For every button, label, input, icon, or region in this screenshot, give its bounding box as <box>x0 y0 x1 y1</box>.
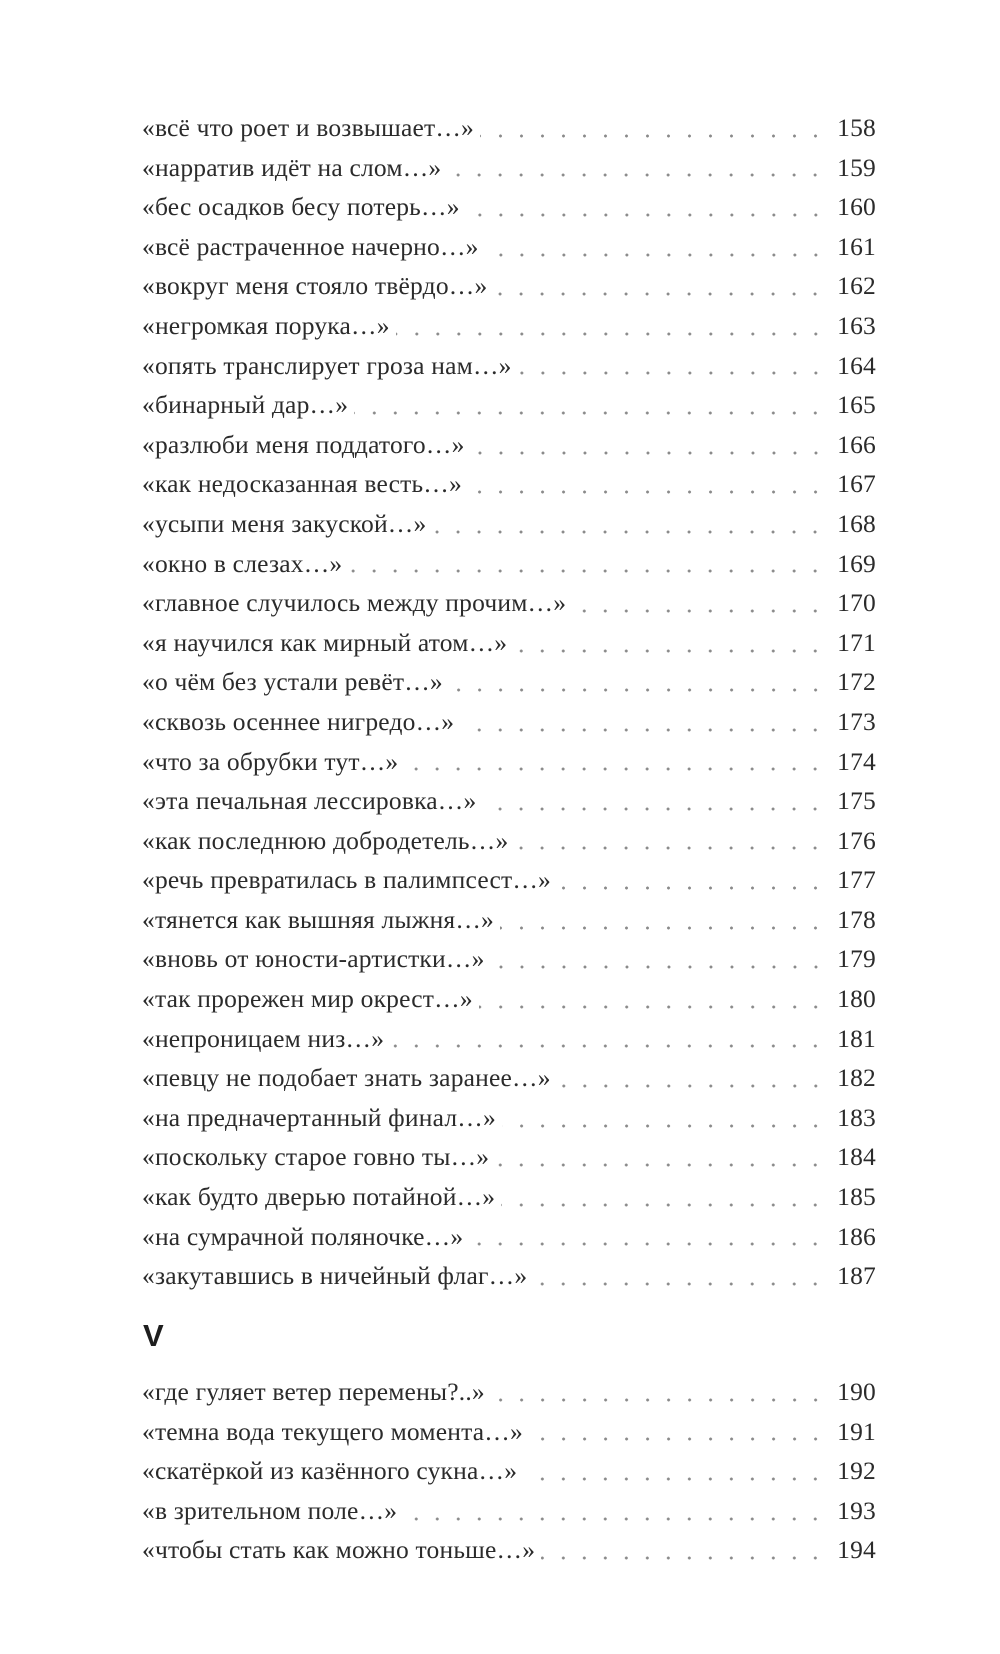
dot-leader <box>479 1005 826 1009</box>
toc-entry <box>142 1412 876 1452</box>
dot-leader <box>491 1398 826 1402</box>
toc-entry-title: «о чём без устали ревёт…» <box>142 667 443 697</box>
section-heading: V <box>143 1318 164 1353</box>
dot-leader <box>502 1124 826 1128</box>
toc-entry <box>142 464 876 504</box>
toc-entry-page-number: 183 <box>837 1102 876 1132</box>
toc-entry-page-number: 166 <box>837 429 876 459</box>
toc-entry-title: «вновь от юности-артистки…» <box>142 944 485 974</box>
toc-entry-title: «как недосказанная весть…» <box>142 469 462 499</box>
dot-leader <box>432 530 826 534</box>
toc-entry <box>142 187 876 227</box>
dot-leader <box>557 886 826 890</box>
toc-entry-title: «усыпи меня закуской…» <box>142 508 427 538</box>
dot-leader <box>501 1203 826 1207</box>
toc-entry-page-number: 162 <box>837 271 876 301</box>
toc-entry-page-number: 174 <box>837 746 876 776</box>
toc-entry-page-number: 169 <box>837 548 876 578</box>
dot-leader <box>485 253 826 257</box>
toc-entry-page-number: 170 <box>837 588 876 618</box>
dot-leader <box>469 1242 826 1246</box>
toc-entry-title: «опять транслирует гроза нам…» <box>142 350 512 380</box>
toc-entry-title: «вокруг меня стояло твёрдо…» <box>142 271 488 301</box>
dot-leader <box>482 807 826 811</box>
toc-entry <box>142 939 876 979</box>
toc-entry-page-number: 187 <box>837 1261 876 1291</box>
toc-entry-page-number: 180 <box>837 984 876 1014</box>
dot-leader <box>348 569 826 573</box>
toc-entry <box>142 108 876 148</box>
toc-entry-title: «негромкая порука…» <box>142 310 390 340</box>
toc-entry-title: «как будто дверью потайной…» <box>142 1182 496 1212</box>
dot-leader <box>403 1517 826 1521</box>
toc-entry-page-number: 167 <box>837 469 876 499</box>
dot-leader <box>495 1163 826 1167</box>
toc-entry-title: «закутавшись в ничейный флаг…» <box>142 1261 528 1291</box>
toc-entry-title: «скатёркой из казённого сукна…» <box>142 1456 518 1486</box>
dot-leader <box>480 134 826 138</box>
toc-entry <box>142 583 876 623</box>
toc-entry-title: «тянется как вышняя лыжня…» <box>142 904 495 934</box>
toc-entry-title: «нарратив идёт на слом…» <box>142 152 442 182</box>
toc-entry <box>142 900 876 940</box>
dot-leader <box>541 1556 826 1560</box>
toc-entry <box>142 1372 876 1412</box>
toc-entry-title: «чтобы стать как можно тоньше…» <box>142 1535 536 1565</box>
dot-leader <box>533 1282 826 1286</box>
toc-entry-title: «всё что роет и возвышает…» <box>142 113 475 142</box>
toc-entry-page-number: 191 <box>837 1416 876 1446</box>
toc-entry <box>142 821 876 861</box>
toc-entry-title: «бинарный дар…» <box>142 390 349 420</box>
dot-leader <box>514 846 826 850</box>
toc-entry <box>142 504 876 544</box>
dot-leader <box>523 1477 826 1481</box>
toc-entry-page-number: 193 <box>837 1495 876 1525</box>
toc-entry <box>142 1217 876 1257</box>
toc-entry-page-number: 165 <box>837 390 876 420</box>
toc-entry <box>142 623 876 663</box>
toc-entry-title: «поскольку старое говно ты…» <box>142 1142 490 1172</box>
toc-entry <box>142 860 876 900</box>
dot-leader <box>447 173 826 177</box>
toc-entry-page-number: 182 <box>837 1063 876 1093</box>
toc-entry <box>142 702 876 742</box>
toc-entry-page-number: 158 <box>837 113 876 142</box>
toc-entry <box>142 979 876 1019</box>
toc-entry-page-number: 173 <box>837 706 876 736</box>
dot-leader <box>518 371 826 375</box>
toc-entry <box>142 266 876 306</box>
toc-entry-title: «на сумрачной поляночке…» <box>142 1221 464 1251</box>
dot-leader <box>513 649 826 653</box>
dot-leader <box>468 490 826 494</box>
toc-entry-page-number: 159 <box>837 152 876 182</box>
toc-entry-page-number: 181 <box>837 1023 876 1053</box>
toc-entry-page-number: 192 <box>837 1456 876 1486</box>
toc-entry-page-number: 190 <box>837 1377 876 1406</box>
dot-leader <box>572 609 826 613</box>
toc-entry-title: «где гуляет ветер перемены?..» <box>142 1377 485 1406</box>
toc-entry <box>142 1019 876 1059</box>
toc-entry-page-number: 184 <box>837 1142 876 1172</box>
dot-leader <box>396 332 826 336</box>
toc-entry-page-number: 161 <box>837 231 876 261</box>
toc-entry-page-number: 177 <box>837 865 876 895</box>
dot-leader <box>390 1044 826 1048</box>
toc-entry-page-number: 186 <box>837 1221 876 1251</box>
toc-entry <box>142 1098 876 1138</box>
dot-leader <box>471 451 826 455</box>
toc-entry <box>142 544 876 584</box>
toc-entry <box>142 346 876 386</box>
dot-leader <box>404 767 826 771</box>
toc-entry-page-number: 194 <box>837 1535 876 1565</box>
toc-entry-title: «в зрительном поле…» <box>142 1495 398 1525</box>
toc-entry-page-number: 160 <box>837 192 876 222</box>
toc-entry-title: «речь превратилась в палимпсест…» <box>142 865 551 895</box>
toc-entry <box>142 1451 876 1491</box>
toc-entry-title: «сквозь осеннее нигредо…» <box>142 706 455 736</box>
toc-entry-page-number: 178 <box>837 904 876 934</box>
toc-entry <box>142 148 876 188</box>
dot-leader <box>491 965 826 969</box>
toc-entry-page-number: 163 <box>837 310 876 340</box>
toc-entry-title: «на предначертанный финал…» <box>142 1102 496 1132</box>
toc-entry-title: «что за обрубки тут…» <box>142 746 399 776</box>
toc-entry-title: «я научился как мирный атом…» <box>142 627 508 657</box>
toc-entry <box>142 306 876 346</box>
toc-entry <box>142 1256 876 1296</box>
toc-entry-page-number: 176 <box>837 825 876 855</box>
toc-entry <box>142 227 876 267</box>
toc-entry-title: «так прорежен мир окрест…» <box>142 984 473 1014</box>
dot-leader <box>449 688 826 692</box>
dot-leader <box>493 292 826 296</box>
dot-leader <box>500 926 826 930</box>
toc-entry <box>142 1491 876 1531</box>
toc-entry <box>142 662 876 702</box>
toc-entry <box>142 1058 876 1098</box>
toc-entry-page-number: 168 <box>837 508 876 538</box>
toc-entry <box>142 385 876 425</box>
toc-entry <box>142 1137 876 1177</box>
toc-entry-title: «как последнюю добродетель…» <box>142 825 509 855</box>
toc-entry-title: «эта печальная лессировка…» <box>142 786 477 816</box>
toc-entry-title: «разлюби меня поддатого…» <box>142 429 465 459</box>
dot-leader <box>460 728 826 732</box>
toc-entry <box>142 1177 876 1217</box>
toc-list <box>142 108 876 1296</box>
toc-entry-page-number: 179 <box>837 944 876 974</box>
toc-entry <box>142 425 876 465</box>
toc-entry-page-number: 175 <box>837 786 876 816</box>
toc-entry-title: «окно в слезах…» <box>142 548 343 578</box>
toc-entry-title: «певцу не подобает знать заранее…» <box>142 1063 551 1093</box>
toc-entry <box>142 781 876 821</box>
toc-entry-title: «главное случилось между прочим…» <box>142 588 567 618</box>
toc-entry-page-number: 164 <box>837 350 876 380</box>
dot-leader <box>557 1084 826 1088</box>
toc-entry-title: «бес осадков бесу потерь…» <box>142 192 460 222</box>
toc-entry-title: «темна вода текущего момента…» <box>142 1416 523 1446</box>
toc-entry <box>142 1530 876 1570</box>
toc-entry-title: «всё растраченное начерно…» <box>142 231 479 261</box>
toc-entry-page-number: 185 <box>837 1182 876 1212</box>
toc-list-section-v <box>142 1372 876 1570</box>
toc-entry-page-number: 172 <box>837 667 876 697</box>
toc-entry <box>142 742 876 782</box>
toc-entry-page-number: 171 <box>837 627 876 657</box>
dot-leader <box>354 411 826 415</box>
dot-leader <box>529 1437 826 1441</box>
toc-entry-title: «непроницаем низ…» <box>142 1023 385 1053</box>
dot-leader <box>466 213 826 217</box>
